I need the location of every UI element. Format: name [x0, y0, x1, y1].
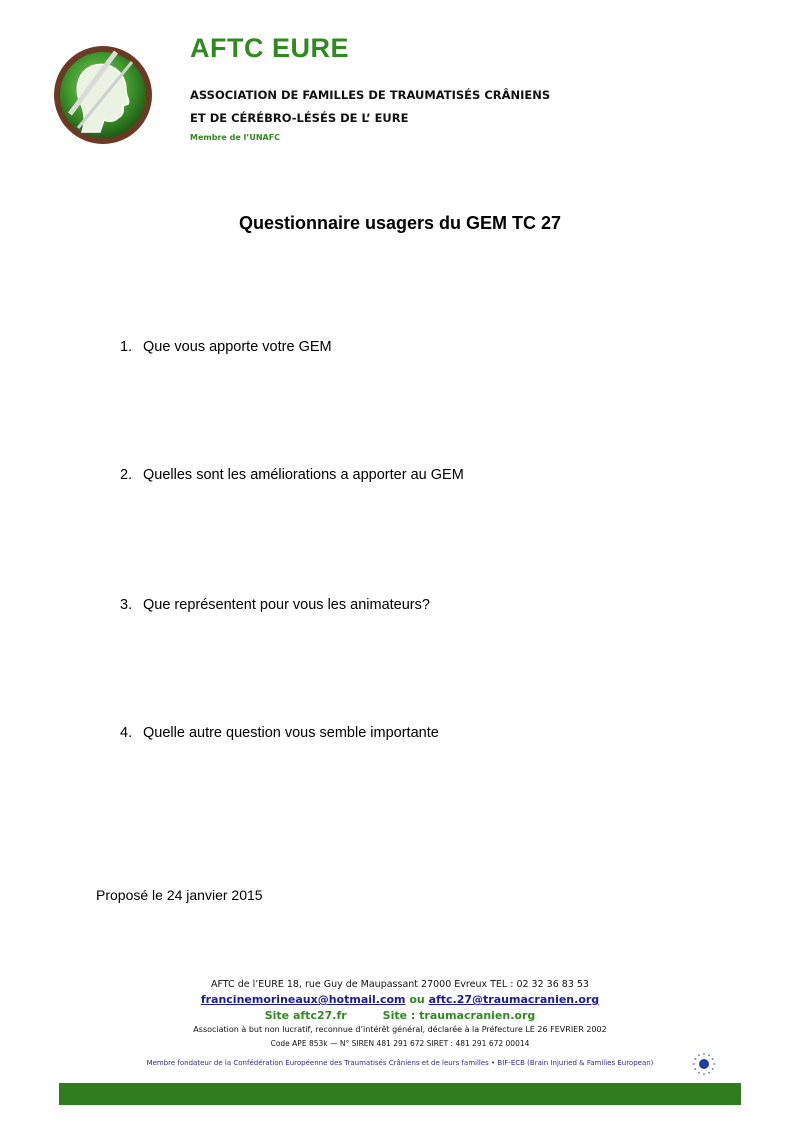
- member-label: Membre de l’UNAFC: [190, 133, 281, 142]
- question-item: [120, 597, 430, 613]
- question-text: Quelle autre question vous semble importante: [143, 725, 439, 741]
- footer-emails: [0, 993, 800, 1006]
- proposed-date: Proposé le 24 janvier 2015: [96, 887, 263, 903]
- question-item: [120, 339, 332, 355]
- question-number: 3.: [120, 597, 133, 613]
- footer-founder: Membre fondateur de la Confédération Européenne des Traumatisés Crâniens et de leurs familles • BIF-ECB (Brain Injuried & Families European): [146, 1059, 654, 1067]
- footer-sites: [0, 1009, 800, 1022]
- email-link-1[interactable]: francinemorineaux@hotmail.com: [200, 993, 406, 1006]
- org-line-2: ET DE CÉRÉBRO-LÉSÉS DE L’ EURE: [190, 111, 409, 125]
- question-number: 2.: [120, 467, 133, 483]
- question-text: Que représentent pour vous les animateurs?: [143, 597, 430, 613]
- site-link-2[interactable]: Site : traumacranien.org: [382, 1009, 536, 1022]
- footer-address: AFTC de l’EURE 18, rue Guy de Maupassant 27000 Evreux TEL : 02 32 36 83 53: [211, 979, 589, 990]
- footer-green-bar: [59, 1083, 741, 1105]
- document-title: Questionnaire usagers du GEM TC 27: [238, 213, 562, 233]
- head-profile-logo-icon: [52, 44, 154, 146]
- footer-codes: Code APE 853k — N° SIREN 481 291 672 SIRET : 481 291 672 00014: [270, 1039, 530, 1048]
- question-number: 1.: [120, 339, 133, 355]
- email-link-2[interactable]: aftc.27@traumacranien.org: [428, 993, 600, 1006]
- org-line-1: ASSOCIATION DE FAMILLES DE TRAUMATISÉS CRÂNIENS: [190, 88, 551, 102]
- question-text: Que vous apporte votre GEM: [143, 339, 332, 355]
- footer-association: Association à but non lucratif, reconnue d’intérêt général, déclarée à la Préfecture LE 26 FEVRIER 2002: [193, 1025, 607, 1034]
- question-item: [120, 725, 439, 741]
- footer-or: ou: [405, 993, 429, 1006]
- question-number: 4.: [120, 725, 133, 741]
- org-name: AFTC EURE: [190, 33, 349, 63]
- question-item: [120, 467, 464, 483]
- site-link-1[interactable]: Site aftc27.fr: [264, 1009, 347, 1022]
- eu-stars-icon: [692, 1052, 716, 1076]
- question-text: Quelles sont les améliorations a apporter au GEM: [143, 467, 464, 483]
